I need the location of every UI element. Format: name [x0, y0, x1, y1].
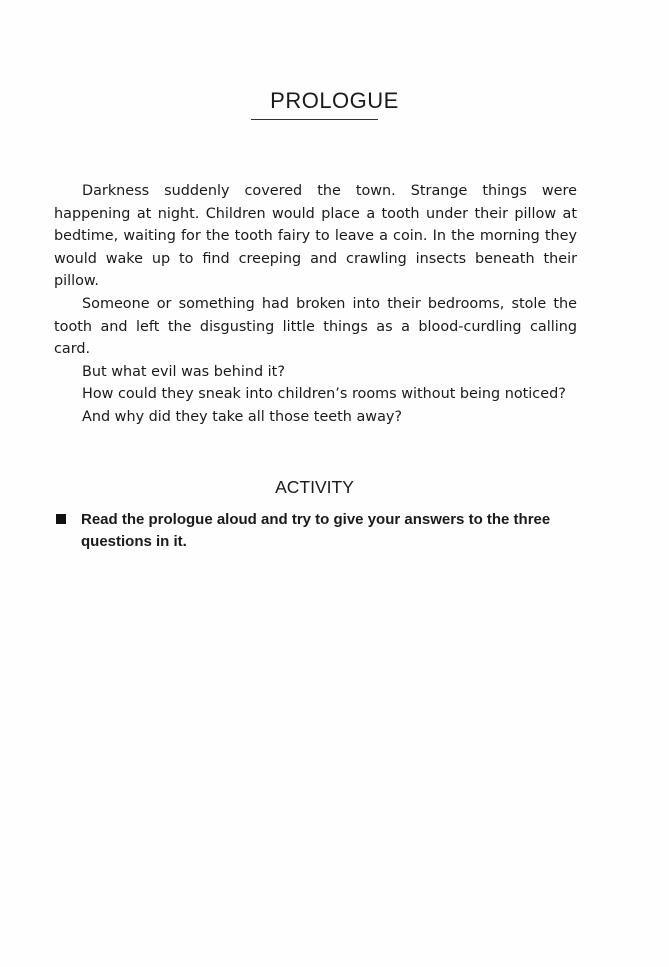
story-paragraph-2: Someone or something had broken into their bedrooms, stole the tooth and left the disgusting little things as a blood-curdling calling card.	[54, 295, 577, 358]
chapter-title: PROLOGUE	[270, 88, 399, 113]
title-underline	[251, 119, 378, 120]
activity-task-text: Read the prologue aloud and try to give your answers to the three questions in it.	[81, 511, 551, 550]
prologue-text	[54, 180, 577, 429]
story-paragraph-1: Darkness suddenly covered the town. Strange things were happening at night. Children would place a tooth under their pillow at bedtime, waiting for the tooth fairy to leave a coin. In the morning they would wake up to find creeping and crawling insects beneath their pillow.	[54, 183, 577, 290]
square-bullet-icon	[56, 514, 66, 524]
activity-heading: ACTIVITY	[275, 477, 354, 497]
story-paragraph-3: But what evil was behind it?	[82, 363, 285, 380]
story-paragraph-5: And why did they take all those teeth away?	[82, 408, 403, 425]
story-paragraph-4: How could they sneak into children’s rooms without being noticed?	[82, 386, 566, 403]
